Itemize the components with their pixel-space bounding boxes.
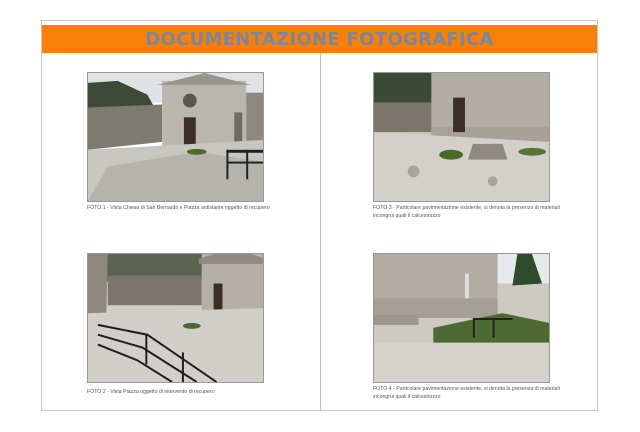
column-divider [320,53,321,411]
photo-4-caption: FOTO 4 - Particolare pavimentazione esistente, si denota la presenza di materiali incongrui quali il calcestruzzo [373,386,560,400]
document-page [41,20,598,411]
photo-2-caption: FOTO 2 - Vista Piazza oggetto di intervento di recupero [87,389,215,395]
photo-3 [373,72,550,202]
photo-1-caption: FOTO 1 - Vista Chiesa di San Bernardo e Piazza antistante oggetto di recupero [87,205,270,211]
photo-4 [373,253,550,383]
page-title: DOCUMENTAZIONE FOTOGRAFICA [145,28,494,50]
photo-3-caption: FOTO 3 - Particolare pavimentazione esistente, si denota la presenza di materiali incongrui quali il calcestruzzo [373,205,560,219]
title-banner [42,25,597,53]
photo-2 [87,253,264,383]
photo-1 [87,72,264,202]
